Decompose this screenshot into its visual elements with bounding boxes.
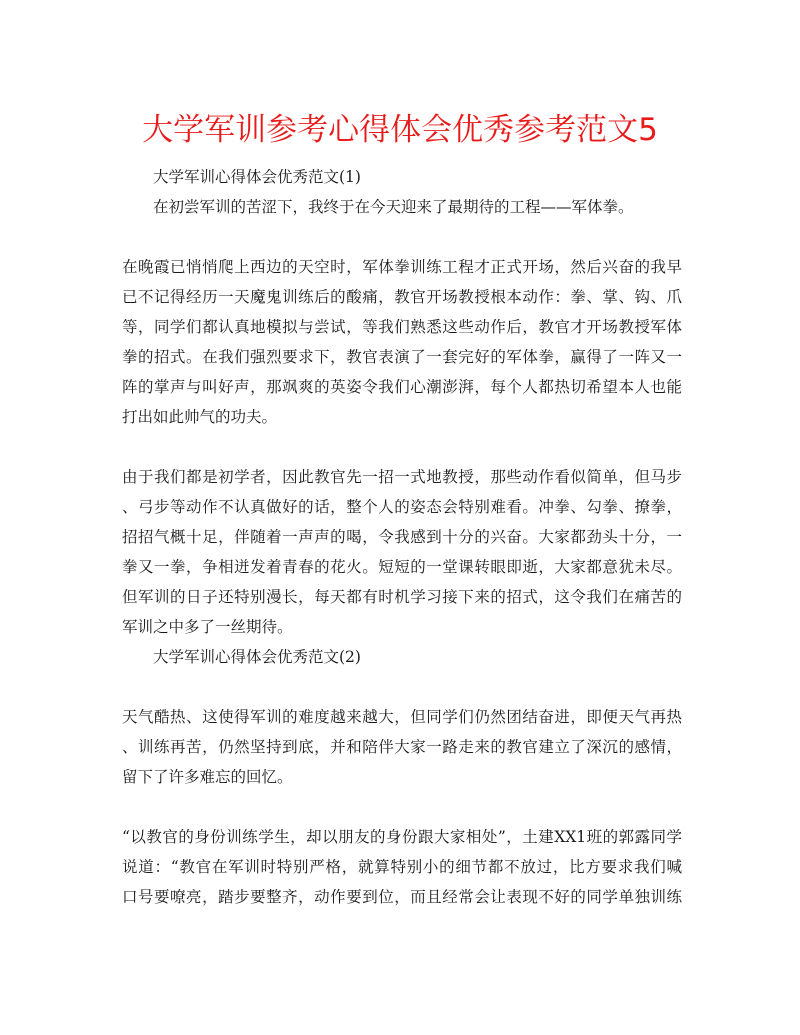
paragraph-line: 等，同学们都认真地模拟与尝试，等我们熟悉这些动作后，教官才开场教授军体 [122,318,682,336]
paragraph-line: 招招气概十足，伴随着一声声的喝，令我感到十分的兴奋。大家都劲头十分，一 [122,528,682,546]
paragraph-line: 说道：“教官在军训时特别严格，就算特别小的细节都不放过，比方要求我们喊 [122,858,682,876]
paragraph-line: 在初尝军训的苦涩下，我终于在今天迎来了最期待的工程——军体拳。 [153,198,634,216]
paragraph-line: “以教官的身份训练学生，却以朋友的身份跟大家相处”，土建XX1班的郭露同学 [122,828,682,846]
section-heading-2: 大学军训心得体会优秀范文(2) [153,648,361,666]
document-body [122,162,682,912]
paragraph-line: 已不记得经历一天魔鬼训练后的酸痛，教官开场教授根本动作：拳、掌、钩、爪 [122,288,682,306]
paragraph-line: 但军训的日子还特别漫长，每天都有时机学习接下来的招式，这令我们在痛苦的 [122,588,682,606]
paragraph-line: 在晚霞已悄悄爬上西边的天空时，军体拳训练工程才正式开场，然后兴奋的我早 [122,258,682,276]
paragraph-gap [122,672,682,702]
paragraph-line: 阵的掌声与叫好声，那飒爽的英姿令我们心潮澎湃，每个人都热切希望本人也能 [122,378,682,396]
paragraph-line: 拳又一拳，争相迸发着青春的花火。短短的一堂课转眼即逝，大家都意犹未尽。 [122,558,682,576]
document-title: 大学军训参考心得体会优秀参考范文5 [142,112,658,148]
paragraph-line: 军训之中多了一丝期待。 [122,618,293,636]
paragraph-line: 拳的招式。在我们强烈要求下，教官表演了一套完好的军体拳，赢得了一阵又一 [122,348,682,366]
paragraph-line: 口号要嘹亮，踏步要整齐，动作要到位，而且经常会让表现不好的同学单独训练 [122,888,682,906]
paragraph-line: 天气酷热、这使得军训的难度越来越大，但同学们仍然团结奋进，即便天气再热 [122,708,682,726]
paragraph-line: 打出如此帅气的功夫。 [122,408,278,426]
paragraph-gap [122,222,682,252]
paragraph-line: 、训练再苦，仍然坚持到底，并和陪伴大家一路走来的教官建立了深沉的感情， [122,738,682,756]
section-heading-1: 大学军训心得体会优秀范文(1) [153,168,361,186]
paragraph-gap [122,432,682,462]
paragraph-line: 、弓步等动作不认真做好的话，整个人的姿态会特别难看。冲拳、勾拳、撩拳， [122,498,682,516]
paragraph-gap [122,792,682,822]
paragraph-line: 由于我们都是初学者，因此教官先一招一式地教授，那些动作看似简单，但马步 [122,468,682,486]
paragraph-line: 留下了许多难忘的回忆。 [122,768,293,786]
